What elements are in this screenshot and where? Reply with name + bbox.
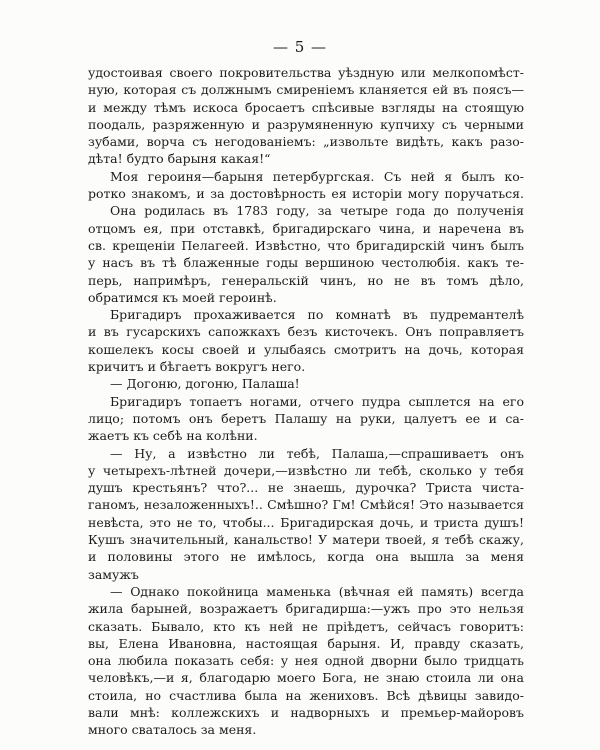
text-line: и между тѣмъ искоса бросаетъ спѣсивые взгляды на стоящую xyxy=(88,99,524,115)
text-line: дѣта! будто барыня какая!“ xyxy=(88,151,271,167)
text-line: — Ну, а извѣстно ли тебѣ, Палаша,—спрашиваетъ онъ xyxy=(110,445,524,461)
text-line: кричитъ и бѣгаетъ вокругъ него. xyxy=(88,359,306,375)
text-line: вы, Елена Ивановна, настоящая барыня. И, правду сказать, xyxy=(88,635,524,651)
text-line: и половины этого не имѣлось, когда она вышла за меня xyxy=(88,549,524,565)
text-line: поодаль, разряженную и разрумяненную купчиху съ черными xyxy=(88,116,524,132)
text-line: Она родилась въ 1783 году, за четыре года до полученія xyxy=(110,203,524,219)
text-line: Бригадиръ топаетъ ногами, отчего пудра сыплется на его xyxy=(110,393,524,409)
text-line: человѣкъ,—и я, благодарю моего Бога, не знаю стоила ли она xyxy=(88,670,524,686)
text-line: много сваталось за меня. xyxy=(88,722,257,738)
text-line: Бригадиръ прохаживается по комнатѣ въ пудремантелѣ xyxy=(110,307,524,323)
page-body-text xyxy=(88,64,524,739)
text-line: и въ гусарскихъ сапожкахъ безъ кисточекъ. Онъ поправляетъ xyxy=(88,324,524,340)
text-line: у четырехъ-лѣтней дочери,—извѣстно ли тебѣ, сколько у тебя xyxy=(88,462,524,478)
text-line: сказать. Бывало, кто къ ней не пріѣдетъ, сейчасъ говоритъ: xyxy=(88,618,524,634)
text-line: св. крещеніи Пелагеей. Извѣстно, что бригадирскій чинъ былъ xyxy=(88,237,524,253)
text-line: жаетъ къ себѣ на колѣни. xyxy=(88,428,258,444)
text-line: лицо; потомъ онъ беретъ Палашу на руки, цалуетъ ее и са- xyxy=(88,410,524,426)
text-line: обратимся къ моей героинѣ. xyxy=(88,289,277,305)
text-line: удостоивая своего покровительства уѣздную или мелкопомѣст- xyxy=(88,65,524,80)
text-line: жила барыней, возражаетъ бригадирша:—ужъ про это нельзя xyxy=(88,601,524,617)
text-line: она любила показать себя: у нея одной дворни было тридцать xyxy=(88,653,524,669)
text-line: Кушъ значительный, канальство! У матери твоей, я тебѣ скажу, xyxy=(88,532,524,548)
text-line: душъ крестьянъ? что?... не знаешь, дурочка? Триста чиста- xyxy=(88,480,524,496)
text-line: кошелекъ косы своей и улыбаясь смотритъ на дочь, которая xyxy=(88,341,524,357)
text-line: — Догоню, догоню, Палаша! xyxy=(110,376,300,392)
text-line: невѣста, это не то, чтобы... Бригадирская дочь, и триста душъ! xyxy=(88,514,524,530)
text-line: вали мнѣ: коллежскихъ и надворныхъ и премьер-майоровъ xyxy=(88,704,524,720)
page-number: — 5 — xyxy=(272,38,328,56)
text-line: ротко знакомъ, и за достовѣрность ея исторіи могу поручаться. xyxy=(88,186,524,202)
text-line: у насъ въ тѣ блаженные годы вершиною честолюбія. какъ те- xyxy=(88,255,524,271)
text-line: перь, напримѣръ, генеральскій чинъ, но не въ томъ дѣло, xyxy=(88,272,524,288)
text-line: зубами, ворча съ негодованіемъ: „извольте видѣть, какъ разо- xyxy=(88,134,524,150)
text-line: замужъ xyxy=(88,566,139,582)
text-line: отцомъ ея, при отставкѣ, бригадирскаго чина, и наречена въ xyxy=(88,220,524,236)
text-line: ную, которая съ должнымъ смиреніемъ кланяется ей въ поясъ— xyxy=(88,82,524,98)
text-line: Моя героиня—барыня петербургская. Съ ней я былъ ко- xyxy=(110,168,524,184)
text-line: — Однако покойница маменька (вѣчная ей память) всегда xyxy=(110,583,524,599)
text-line: стоила, но счастлива была на жениховъ. Всѣ дѣвицы завидо- xyxy=(88,687,524,703)
text-line: ганомъ, незаложенныхъ!.. Смѣшно? Гм! Смѣйся! Это называется xyxy=(88,497,524,513)
